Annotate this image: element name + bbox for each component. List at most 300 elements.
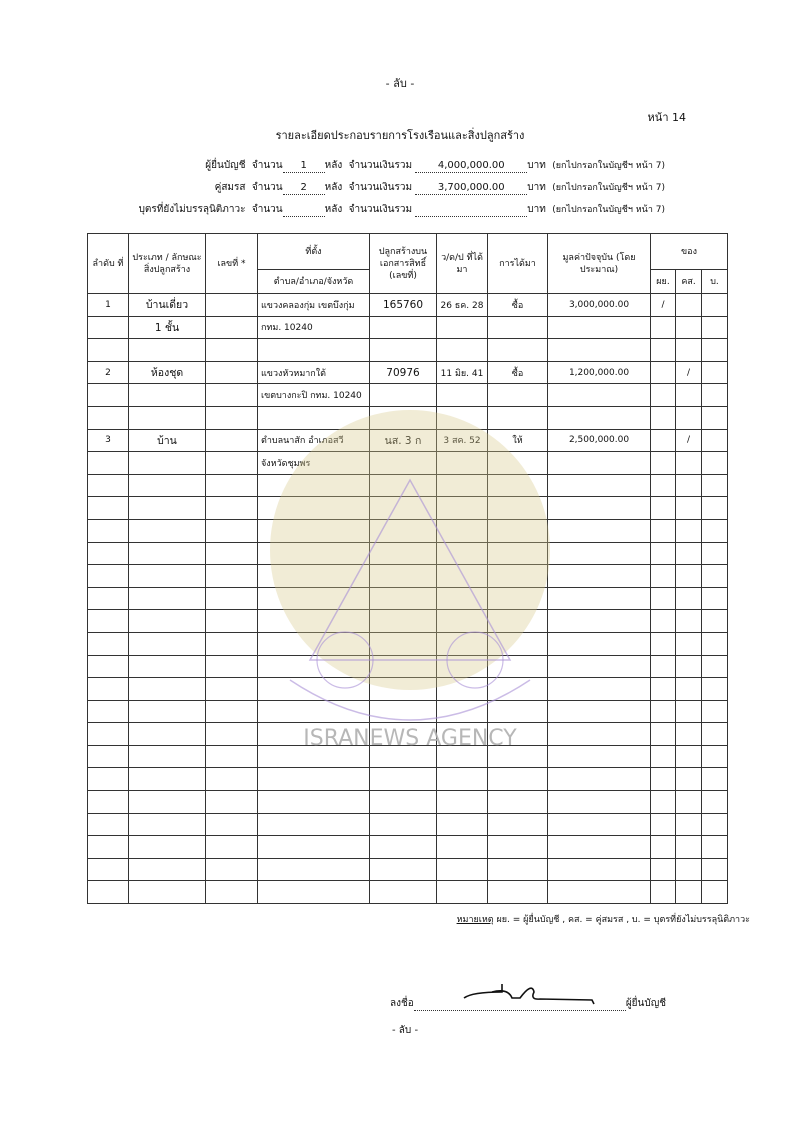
table-row <box>88 429 728 452</box>
row-seq <box>88 700 129 723</box>
header-seq: ลำดับ ที่ <box>88 234 129 294</box>
summary-spouse <box>215 180 665 195</box>
row-type <box>129 565 206 588</box>
row-owner-declarant <box>651 587 676 610</box>
row-owner-child <box>702 791 728 814</box>
row-date <box>437 565 488 588</box>
row-owner-declarant <box>651 384 676 407</box>
table-row <box>88 610 728 633</box>
buildings-table <box>87 233 728 904</box>
row-number <box>206 316 258 339</box>
row-owner-spouse <box>676 384 702 407</box>
row-number <box>206 610 258 633</box>
row-value <box>548 316 651 339</box>
row-owner-spouse <box>676 836 702 859</box>
classification-header: - ลับ - <box>385 77 415 90</box>
row-date <box>437 519 488 542</box>
row-seq <box>88 768 129 791</box>
row-value <box>548 542 651 565</box>
row-number <box>206 813 258 836</box>
row-owner-spouse <box>676 474 702 497</box>
row-location <box>258 745 370 768</box>
row-seq <box>88 587 129 610</box>
row-value <box>548 497 651 520</box>
row-owner-declarant <box>651 881 676 904</box>
row-owner-declarant <box>651 497 676 520</box>
row-date <box>437 858 488 881</box>
row-owner-spouse <box>676 655 702 678</box>
page-number: หน้า 14 <box>647 111 686 124</box>
table-row <box>88 406 728 429</box>
row-date <box>437 452 488 475</box>
row-location <box>258 406 370 429</box>
row-value <box>548 768 651 791</box>
count-label: จำนวน <box>251 204 283 215</box>
row-acquisition <box>488 813 548 836</box>
row-acquisition: ให้ <box>488 429 548 452</box>
row-date <box>437 836 488 859</box>
row-owner-child <box>702 497 728 520</box>
row-owner-spouse <box>676 542 702 565</box>
header-date: ว/ด/ป ที่ได้มา <box>437 234 488 294</box>
row-owner-child <box>702 542 728 565</box>
row-seq <box>88 406 129 429</box>
row-owner-child <box>702 678 728 701</box>
row-location <box>258 565 370 588</box>
row-owner-declarant <box>651 452 676 475</box>
row-deed <box>370 519 437 542</box>
row-date <box>437 813 488 836</box>
row-deed <box>370 542 437 565</box>
row-owner-child <box>702 294 728 317</box>
row-deed <box>370 768 437 791</box>
row-deed <box>370 339 437 362</box>
row-type <box>129 858 206 881</box>
table-row <box>88 678 728 701</box>
row-owner-spouse <box>676 768 702 791</box>
table-row <box>88 858 728 881</box>
row-acquisition <box>488 565 548 588</box>
count-value <box>283 204 325 217</box>
row-date: 26 ธค. 28 <box>437 294 488 317</box>
row-date <box>437 723 488 746</box>
row-location: เขตบางกะปิ กทม. 10240 <box>258 384 370 407</box>
row-type <box>129 587 206 610</box>
row-type <box>129 813 206 836</box>
row-owner-child <box>702 836 728 859</box>
header-acquisition: การได้มา <box>488 234 548 294</box>
row-owner-declarant <box>651 429 676 452</box>
row-owner-spouse <box>676 632 702 655</box>
row-deed: 165760 <box>370 294 437 317</box>
row-date <box>437 881 488 904</box>
row-deed <box>370 497 437 520</box>
row-owner-spouse <box>676 406 702 429</box>
row-number <box>206 836 258 859</box>
sign-dotted-line <box>414 998 626 1011</box>
row-location: จังหวัดชุมพร <box>258 452 370 475</box>
row-seq <box>88 474 129 497</box>
header-owner-spouse: คส. <box>676 270 702 294</box>
count-label: จำนวน <box>251 160 283 171</box>
row-deed <box>370 700 437 723</box>
row-location <box>258 519 370 542</box>
row-type <box>129 610 206 633</box>
row-number <box>206 519 258 542</box>
row-value <box>548 406 651 429</box>
row-number <box>206 700 258 723</box>
row-deed <box>370 474 437 497</box>
row-value <box>548 700 651 723</box>
table-row <box>88 813 728 836</box>
row-owner-child <box>702 587 728 610</box>
table-row <box>88 632 728 655</box>
amount-value: 4,000,000.00 <box>415 160 527 173</box>
row-owner-declarant <box>651 813 676 836</box>
row-type: ห้องชุด <box>129 361 206 384</box>
row-owner-spouse: / <box>676 361 702 384</box>
row-date <box>437 768 488 791</box>
row-owner-child <box>702 723 728 746</box>
carry-note: (ยกไปกรอกในบัญชีฯ หน้า 7) <box>552 161 665 171</box>
row-owner-spouse <box>676 610 702 633</box>
table-row <box>88 452 728 475</box>
row-owner-spouse <box>676 452 702 475</box>
row-seq <box>88 452 129 475</box>
row-value <box>548 678 651 701</box>
header-number: เลขที่ * <box>206 234 258 294</box>
header-owner-declarant: ผย. <box>651 270 676 294</box>
header-location: ที่ตั้ง <box>258 234 370 270</box>
row-type <box>129 678 206 701</box>
row-type <box>129 723 206 746</box>
table-row <box>88 542 728 565</box>
row-number <box>206 339 258 362</box>
row-seq <box>88 316 129 339</box>
header-owner: ของ <box>651 234 728 270</box>
row-owner-spouse <box>676 678 702 701</box>
row-location <box>258 610 370 633</box>
row-seq <box>88 565 129 588</box>
row-owner-child <box>702 655 728 678</box>
row-acquisition <box>488 655 548 678</box>
row-owner-child <box>702 632 728 655</box>
row-owner-child <box>702 768 728 791</box>
row-seq <box>88 745 129 768</box>
row-owner-spouse <box>676 519 702 542</box>
table-row <box>88 497 728 520</box>
row-location <box>258 813 370 836</box>
row-owner-declarant: / <box>651 294 676 317</box>
row-number <box>206 565 258 588</box>
amount-value: 3,700,000.00 <box>415 182 527 195</box>
row-acquisition: ซื้อ <box>488 361 548 384</box>
row-value <box>548 519 651 542</box>
row-date <box>437 745 488 768</box>
header-location-sub: ตำบล/อำเภอ/จังหวัด <box>258 270 370 294</box>
row-seq <box>88 632 129 655</box>
row-seq: 3 <box>88 429 129 452</box>
row-date <box>437 542 488 565</box>
remark-label: หมายเหตุ <box>456 915 494 925</box>
table-row <box>88 384 728 407</box>
row-seq <box>88 542 129 565</box>
row-number <box>206 881 258 904</box>
row-deed <box>370 836 437 859</box>
row-deed <box>370 791 437 814</box>
signature-line <box>390 996 666 1011</box>
carry-note: (ยกไปกรอกในบัญชีฯ หน้า 7) <box>552 205 665 215</box>
row-acquisition <box>488 700 548 723</box>
row-type <box>129 452 206 475</box>
row-owner-child <box>702 474 728 497</box>
currency-label: บาท <box>527 182 546 193</box>
row-number <box>206 655 258 678</box>
row-owner-child <box>702 429 728 452</box>
row-seq <box>88 813 129 836</box>
row-number <box>206 429 258 452</box>
row-owner-declarant <box>651 406 676 429</box>
row-seq <box>88 519 129 542</box>
row-number <box>206 542 258 565</box>
row-deed <box>370 384 437 407</box>
table-row <box>88 881 728 904</box>
row-value <box>548 632 651 655</box>
row-owner-declarant <box>651 700 676 723</box>
row-date <box>437 632 488 655</box>
row-owner-child <box>702 519 728 542</box>
row-deed <box>370 723 437 746</box>
row-acquisition <box>488 474 548 497</box>
row-number <box>206 587 258 610</box>
row-type: บ้าน <box>129 429 206 452</box>
summary-label: คู่สมรส <box>214 182 246 193</box>
row-type <box>129 519 206 542</box>
table-row <box>88 700 728 723</box>
row-value <box>548 723 651 746</box>
row-owner-declarant <box>651 836 676 859</box>
row-owner-child <box>702 565 728 588</box>
row-value <box>548 813 651 836</box>
row-owner-child <box>702 406 728 429</box>
row-owner-declarant <box>651 339 676 362</box>
row-date <box>437 339 488 362</box>
row-date <box>437 791 488 814</box>
row-location <box>258 700 370 723</box>
row-owner-spouse <box>676 339 702 362</box>
row-number <box>206 406 258 429</box>
row-acquisition <box>488 881 548 904</box>
row-location <box>258 678 370 701</box>
row-acquisition <box>488 768 548 791</box>
row-value <box>548 791 651 814</box>
row-type <box>129 632 206 655</box>
row-value <box>548 745 651 768</box>
row-location <box>258 858 370 881</box>
row-date <box>437 406 488 429</box>
row-date: 3 สค. 52 <box>437 429 488 452</box>
row-type <box>129 384 206 407</box>
row-seq <box>88 339 129 362</box>
row-date <box>437 678 488 701</box>
row-value <box>548 339 651 362</box>
row-date <box>437 610 488 633</box>
summary-label: บุตรที่ยังไม่บรรลุนิติภาวะ <box>138 204 246 215</box>
row-acquisition <box>488 791 548 814</box>
row-value <box>548 565 651 588</box>
row-number <box>206 452 258 475</box>
row-location <box>258 655 370 678</box>
row-owner-child <box>702 745 728 768</box>
row-owner-child <box>702 452 728 475</box>
row-date <box>437 474 488 497</box>
row-value <box>548 384 651 407</box>
row-deed <box>370 587 437 610</box>
row-seq <box>88 384 129 407</box>
row-owner-declarant <box>651 361 676 384</box>
row-deed <box>370 813 437 836</box>
row-type <box>129 745 206 768</box>
table-row <box>88 655 728 678</box>
row-value <box>548 474 651 497</box>
row-acquisition <box>488 632 548 655</box>
row-value <box>548 836 651 859</box>
row-deed <box>370 610 437 633</box>
row-owner-spouse <box>676 497 702 520</box>
row-number <box>206 858 258 881</box>
row-owner-spouse <box>676 791 702 814</box>
row-acquisition <box>488 316 548 339</box>
row-number <box>206 384 258 407</box>
row-number <box>206 678 258 701</box>
row-owner-spouse <box>676 723 702 746</box>
row-deed <box>370 632 437 655</box>
row-owner-child <box>702 361 728 384</box>
row-type <box>129 655 206 678</box>
row-number <box>206 294 258 317</box>
row-acquisition <box>488 497 548 520</box>
row-deed <box>370 655 437 678</box>
row-type: 1 ชั้น <box>129 316 206 339</box>
row-value: 1,200,000.00 <box>548 361 651 384</box>
row-date: 11 มิย. 41 <box>437 361 488 384</box>
currency-label: บาท <box>527 204 546 215</box>
row-seq: 1 <box>88 294 129 317</box>
row-owner-spouse <box>676 294 702 317</box>
row-date <box>437 587 488 610</box>
row-location <box>258 768 370 791</box>
currency-label: บาท <box>527 160 546 171</box>
row-type <box>129 406 206 429</box>
row-acquisition <box>488 858 548 881</box>
row-acquisition <box>488 745 548 768</box>
table-row <box>88 587 728 610</box>
row-value <box>548 452 651 475</box>
row-type <box>129 700 206 723</box>
row-value <box>548 881 651 904</box>
row-acquisition <box>488 836 548 859</box>
row-owner-spouse <box>676 813 702 836</box>
row-seq <box>88 858 129 881</box>
row-acquisition: ซื้อ <box>488 294 548 317</box>
row-number <box>206 632 258 655</box>
row-value: 3,000,000.00 <box>548 294 651 317</box>
summary-children <box>139 202 665 217</box>
row-acquisition <box>488 678 548 701</box>
row-date <box>437 384 488 407</box>
row-deed: 70976 <box>370 361 437 384</box>
row-date <box>437 316 488 339</box>
row-owner-spouse <box>676 316 702 339</box>
row-location <box>258 836 370 859</box>
row-number <box>206 474 258 497</box>
row-seq <box>88 791 129 814</box>
row-location: แขวงหัวหมากใต้ <box>258 361 370 384</box>
row-seq <box>88 836 129 859</box>
row-seq <box>88 497 129 520</box>
table-row <box>88 474 728 497</box>
row-type: บ้านเดี่ยว <box>129 294 206 317</box>
row-seq <box>88 723 129 746</box>
row-acquisition <box>488 723 548 746</box>
row-owner-declarant <box>651 519 676 542</box>
row-owner-declarant <box>651 474 676 497</box>
amount-label: จำนวนเงินรวม <box>348 182 413 193</box>
row-location <box>258 542 370 565</box>
row-number <box>206 768 258 791</box>
row-owner-declarant <box>651 565 676 588</box>
row-owner-declarant <box>651 745 676 768</box>
row-acquisition <box>488 406 548 429</box>
row-number <box>206 361 258 384</box>
amount-value <box>415 204 527 217</box>
document-title: รายละเอียดประกอบรายการโรงเรือนและสิ่งปลูกสร้าง <box>275 129 525 142</box>
row-owner-spouse <box>676 745 702 768</box>
row-location <box>258 339 370 362</box>
row-type <box>129 881 206 904</box>
row-acquisition <box>488 519 548 542</box>
row-location: แขวงคลองกุ่ม เขตบึงกุ่ม <box>258 294 370 317</box>
row-owner-declarant <box>651 655 676 678</box>
count-value: 2 <box>283 182 325 195</box>
row-owner-child <box>702 813 728 836</box>
row-owner-child <box>702 339 728 362</box>
row-location: ตำบลนาสัก อำเภอสวี <box>258 429 370 452</box>
row-owner-declarant <box>651 723 676 746</box>
row-type <box>129 339 206 362</box>
row-acquisition <box>488 610 548 633</box>
row-acquisition <box>488 452 548 475</box>
carry-note: (ยกไปกรอกในบัญชีฯ หน้า 7) <box>552 183 665 193</box>
row-type <box>129 768 206 791</box>
row-location <box>258 587 370 610</box>
row-owner-declarant <box>651 316 676 339</box>
amount-label: จำนวนเงินรวม <box>348 160 413 171</box>
row-acquisition <box>488 542 548 565</box>
sign-label: ลงชื่อ <box>390 998 414 1009</box>
row-deed <box>370 452 437 475</box>
table-row <box>88 836 728 859</box>
row-owner-child <box>702 610 728 633</box>
row-date <box>437 497 488 520</box>
row-value: 2,500,000.00 <box>548 429 651 452</box>
row-seq <box>88 655 129 678</box>
row-type <box>129 791 206 814</box>
row-value <box>548 587 651 610</box>
row-location <box>258 497 370 520</box>
row-owner-declarant <box>651 791 676 814</box>
unit-label: หลัง <box>324 182 343 193</box>
